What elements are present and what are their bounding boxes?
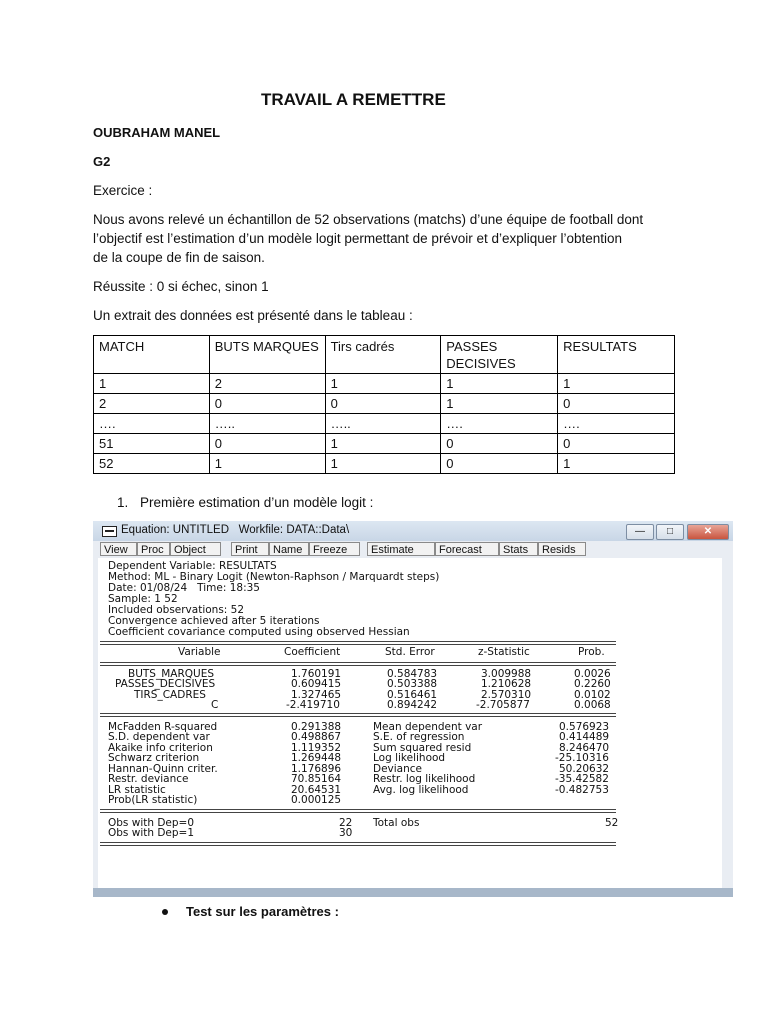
output-header-line: Dependent Variable: RESULTATS [108,560,277,572]
coef-header-zstat: z-Statistic [478,646,530,658]
document-title: TRAVAIL A REMETTRE [261,90,446,109]
table-cell: …. [94,414,210,434]
table-cell: 0 [325,394,441,414]
print-button[interactable]: Print [231,542,269,556]
coef-row-value: 0.516461 [387,689,438,701]
table-header-cell: RESULTATS [558,336,675,374]
table-cell: ….. [209,414,325,434]
table-cell: 1 [94,374,210,394]
success-definition: Réussite : 0 si échec, sinon 1 [93,279,269,294]
table-row [94,394,675,414]
coef-header-stderr: Std. Error [385,646,435,658]
close-button[interactable]: ✕ [687,524,729,540]
estimate-button[interactable]: Estimate [367,542,435,556]
table-cell: 0 [558,394,675,414]
data-table [93,335,675,474]
table-row [94,414,675,434]
coef-row-value: 2.570310 [481,689,532,701]
coef-row-value: 0.0102 [574,689,611,701]
eviews-equation-window [93,521,733,897]
coef-row-value: 0.584783 [387,668,438,680]
table-intro: Un extrait des données est présenté dans le tableau : [93,308,413,323]
stat-value: 0.414489 [559,731,610,743]
resids-button[interactable]: Resids [538,542,586,556]
coef-row-value: 0.0068 [574,699,611,711]
table-cell: 2 [94,394,210,414]
stat-label: S.E. of regression [373,731,465,743]
stat-label: Restr. deviance [108,773,189,785]
output-divider [100,809,616,810]
table-row [94,374,675,394]
list-number: 1. [117,495,129,510]
stat-label: Mean dependent var [373,721,483,733]
coef-row-value: 0.2260 [574,678,611,690]
coef-row-value: 0.609415 [291,678,342,690]
view-button[interactable]: View [100,542,137,556]
stat-label: Prob(LR statistic) [108,794,198,806]
stat-label: Log likelihood [373,752,446,764]
coef-row-variable: BUTS_MARQUES [128,668,215,680]
stat-value: 50.20632 [559,763,610,775]
stat-value: 20.64531 [291,784,342,796]
table-cell: 0 [441,434,558,454]
coef-row-variable: C [211,699,219,711]
table-cell: 2 [209,374,325,394]
coef-row-value: 1.760191 [291,668,342,680]
stat-value: 0.576923 [559,721,610,733]
stat-value: -35.42582 [555,773,609,785]
table-cell: 1 [325,454,441,474]
stat-value: 70.85164 [291,773,342,785]
coef-header-variable: Variable [178,646,221,658]
coef-row-value: -2.705877 [476,699,530,711]
obs-value: 30 [339,827,353,839]
table-cell: …. [441,414,558,434]
coef-row-value: 1.210628 [481,678,532,690]
stat-label: Hannan-Quinn criter. [108,763,218,775]
estimation-output [98,558,722,888]
stat-label: S.D. dependent var [108,731,210,743]
coef-header-coefficient: Coefficient [284,646,341,658]
window-statusbar [93,888,733,897]
table-cell: 1 [441,394,558,414]
output-divider [100,812,616,813]
table-cell: 51 [94,434,210,454]
coef-row-value: 0.894242 [387,699,438,711]
table-cell: 0 [209,434,325,454]
table-header-cell: MATCH [94,336,210,374]
output-divider [100,716,616,717]
exercise-label: Exercice : [93,183,153,198]
paragraph-line: Nous avons relevé un échantillon de 52 observations (matchs) d’une équipe de football dont [93,212,644,227]
table-header-cell: PASSES DECISIVES [441,336,558,374]
stat-value: 1.176896 [291,763,342,775]
table-cell: 1 [325,434,441,454]
bullet-icon [162,909,168,915]
table-cell: ….. [325,414,441,434]
table-cell: 52 [94,454,210,474]
table-header-row [94,336,675,374]
stat-value: 0.291388 [291,721,342,733]
table-header-cell: Tirs cadrés [325,336,441,374]
object-button[interactable]: Object [170,542,221,556]
obs-label: Total obs [373,817,420,829]
stat-label: Akaike info criterion [108,742,213,754]
table-row [94,454,675,474]
section-heading: Test sur les paramètres : [186,904,339,919]
stat-value: 1.119352 [291,742,342,754]
stat-label: Sum squared resid [373,742,472,754]
proc-button[interactable]: Proc [137,542,170,556]
stat-value: -0.482753 [555,784,609,796]
stat-label: Avg. log likelihood [373,784,469,796]
output-divider [100,842,616,843]
table-header-cell: BUTS MARQUES [209,336,325,374]
obs-label: Obs with Dep=1 [108,827,195,839]
coef-header-prob: Prob. [578,646,605,658]
output-header-line: Method: ML - Binary Logit (Newton-Raphson / Marquardt steps) [108,571,440,583]
list-item: Première estimation d’un modèle logit : [140,495,374,510]
stat-label: McFadden R-squared [108,721,218,733]
window-titlebar[interactable] [93,521,733,541]
output-divider [100,644,616,645]
coef-row-value: 0.503388 [387,678,438,690]
table-cell: 1 [325,374,441,394]
obs-value: 52 [605,817,619,829]
freeze-button[interactable]: Freeze [309,542,360,556]
stat-value: 8.246470 [559,742,610,754]
stat-label: Schwarz criterion [108,752,200,764]
coef-row-value: 0.0026 [574,668,611,680]
obs-label: Obs with Dep=0 [108,817,195,829]
window-menu-icon[interactable] [102,526,117,537]
stat-value: 1.269448 [291,752,342,764]
table-row [94,434,675,454]
paragraph-line: de la coupe de fin de saison. [93,250,265,265]
eviews-toolbar [98,541,728,558]
minimize-button[interactable]: — [626,524,654,540]
output-divider [100,713,616,714]
coef-row-value: -2.419710 [286,699,340,711]
output-header-line: Sample: 1 52 [108,593,178,605]
group-label: G2 [93,154,111,169]
output-divider [100,665,616,666]
output-divider [100,641,616,642]
table-cell: 0 [441,454,558,474]
stat-label: Deviance [373,763,422,775]
table-cell: 1 [441,374,558,394]
forecast-button[interactable]: Forecast [435,542,499,556]
output-header-line: Included observations: 52 [108,604,245,616]
output-header-line: Coefficient covariance computed using observed Hessian [108,626,410,638]
output-divider [100,845,616,846]
coef-row-variable: PASSES_DECISIVES [115,678,216,690]
table-cell: 0 [558,434,675,454]
output-divider [100,662,616,663]
table-cell: 1 [558,374,675,394]
table-cell: 0 [209,394,325,414]
maximize-button[interactable]: □ [656,524,684,540]
stat-value: 0.000125 [291,794,342,806]
author-name: OUBRAHAM MANEL [93,125,221,140]
output-header-line: Date: 01/08/24 Time: 18:35 [108,582,260,594]
table-cell: 1 [209,454,325,474]
table-cell: …. [558,414,675,434]
coef-row-value: 3.009988 [481,668,532,680]
stat-label: Restr. log likelihood [373,773,476,785]
obs-value: 22 [339,817,353,829]
stat-value: -25.10316 [555,752,609,764]
stat-value: 0.498867 [291,731,342,743]
name-button[interactable]: Name [269,542,309,556]
stat-label: LR statistic [108,784,166,796]
window-title: Equation: UNTITLED Workfile: DATA::Data\ [121,524,350,536]
table-cell: 1 [558,454,675,474]
paragraph-line: l’objectif est l’estimation d’un modèle logit permettant de prévoir et d’expliquer l’obtention [93,231,623,246]
stats-button[interactable]: Stats [499,542,538,556]
coef-row-value: 1.327465 [291,689,342,701]
coef-row-variable: TIRS_CADRES [134,689,206,701]
output-header-line: Convergence achieved after 5 iterations [108,615,320,627]
